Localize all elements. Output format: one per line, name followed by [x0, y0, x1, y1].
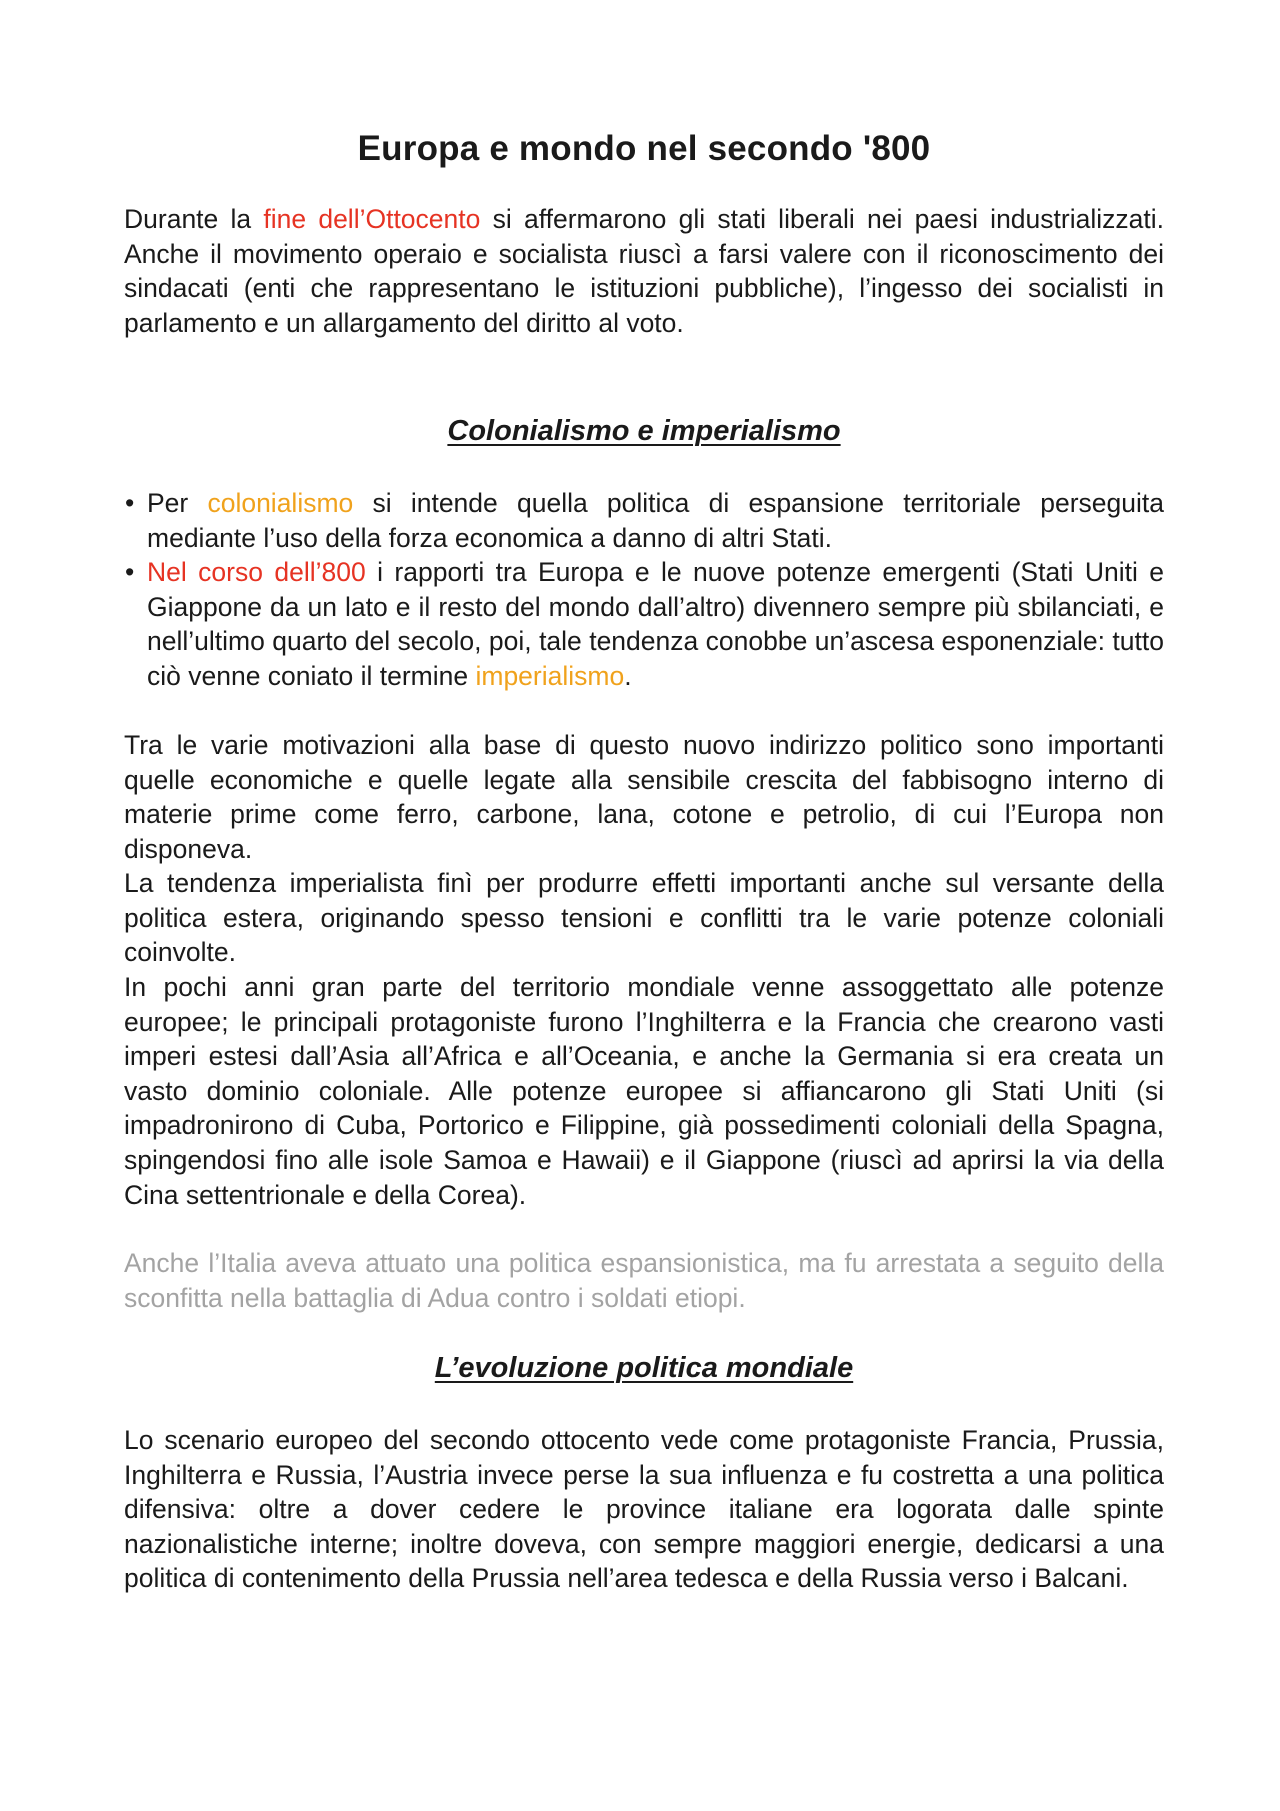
bullet-list	[124, 486, 1164, 694]
page-title: Europa e mondo nel secondo '800	[357, 129, 931, 168]
bullet-text-pre: Per	[147, 488, 208, 518]
bullet-icon: •	[125, 488, 135, 518]
section-heading-colonialismo: Colonialismo e imperialismo	[447, 415, 841, 447]
section-heading-evoluzione: L’evoluzione politica mondiale	[434, 1352, 854, 1384]
intro-paragraph	[124, 202, 1164, 340]
bullet-highlight-imperialismo: imperialismo	[475, 660, 625, 691]
intro-highlight: fine dell’Ottocento	[263, 204, 481, 234]
paragraph-motivazioni: Tra le varie motivazioni alla base di questo nuovo indirizzo politico sono importanti quelle economiche e quelle legate alla sensibile crescita del fabbisogno interno di materie prime come ferro, carbone, lana, cotone e petrolio, di cui l’Europa non disponeva.	[124, 730, 1164, 864]
intro-text-post: si affermarono gli stati liberali nei paesi industrializzati. Anche il movimento operaio e socialista riuscì a farsi valere con il riconoscimento dei sindacati (enti che rappresentano le istituzioni pubbliche), l’ingesso dei socialisti in parlamento e un allargamento del diritto al voto.	[124, 204, 1164, 338]
bullet-icon: •	[125, 557, 135, 588]
bullet-highlight-colonialismo: colonialismo	[207, 488, 354, 518]
paragraph-scenario: Lo scenario europeo del secondo ottocento vede come protagoniste Francia, Prussia, Inghilterra e Russia, l’Austria invece perse la sua influenza e fu costretta a una politica difensiva: oltre a dover cedere le province italiane era logorata dalle spinte nazionalistiche interne; inoltre doveva, con sempre maggiori energie, dedicarsi a una politica di contenimento della Prussia nell’area tedesca e della Russia verso i Balcani.	[124, 1425, 1164, 1594]
list-item	[124, 555, 1164, 693]
intro-text-pre: Durante la	[124, 204, 264, 234]
paragraph-italia: Anche l’Italia aveva attuato una politica espansionistica, ma fu arrestata a seguito della sconfitta nella battaglia di Adua contro i soldati etiopi.	[124, 1248, 1164, 1313]
paragraph-tendenza: La tendenza imperialista finì per produrre effetti importanti anche sul versante della politica estera, originando spesso tensioni e conflitti tra le varie potenze coloniali coinvolte.	[124, 868, 1164, 968]
bullet-text-post: si intende quella politica di espansione territoriale perseguita mediante l’uso della forza economica a danno di altri Stati.	[147, 488, 1164, 553]
list-item	[124, 486, 1164, 555]
bullet-highlight-nel-corso: Nel corso dell’800	[147, 557, 366, 588]
bullet-text-mid: i rapporti tra Europa e le nuove potenze emergenti (Stati Uniti e Giappone da un lato e il resto del mondo dall’altro) divennero sempre più sbilanciati, e nell’ultimo quarto del secolo, poi, tale tendenza conobbe un’ascesa esponenziale: tutto ciò venne coniato il termine	[147, 557, 1164, 691]
paragraph-potenze: In pochi anni gran parte del territorio mondiale venne assoggettato alle potenze europee; le principali protagoniste furono l’Inghilterra e la Francia che crearono vasti imperi estesi dall’Asia all’Africa e all’Oceania, e anche la Germania si era creata un vasto dominio coloniale. Alle potenze europee si affiancarono gli Stati Uniti (si impadronirono di Cuba, Portorico e Filippine, già possedimenti coloniali della Spagna, spingendosi fino alle isole Samoa e Hawaii) e il Giappone (riuscì ad aprirsi la via della Cina settentrionale e della Corea).	[124, 972, 1164, 1210]
bullet-text-post: .	[624, 660, 632, 691]
